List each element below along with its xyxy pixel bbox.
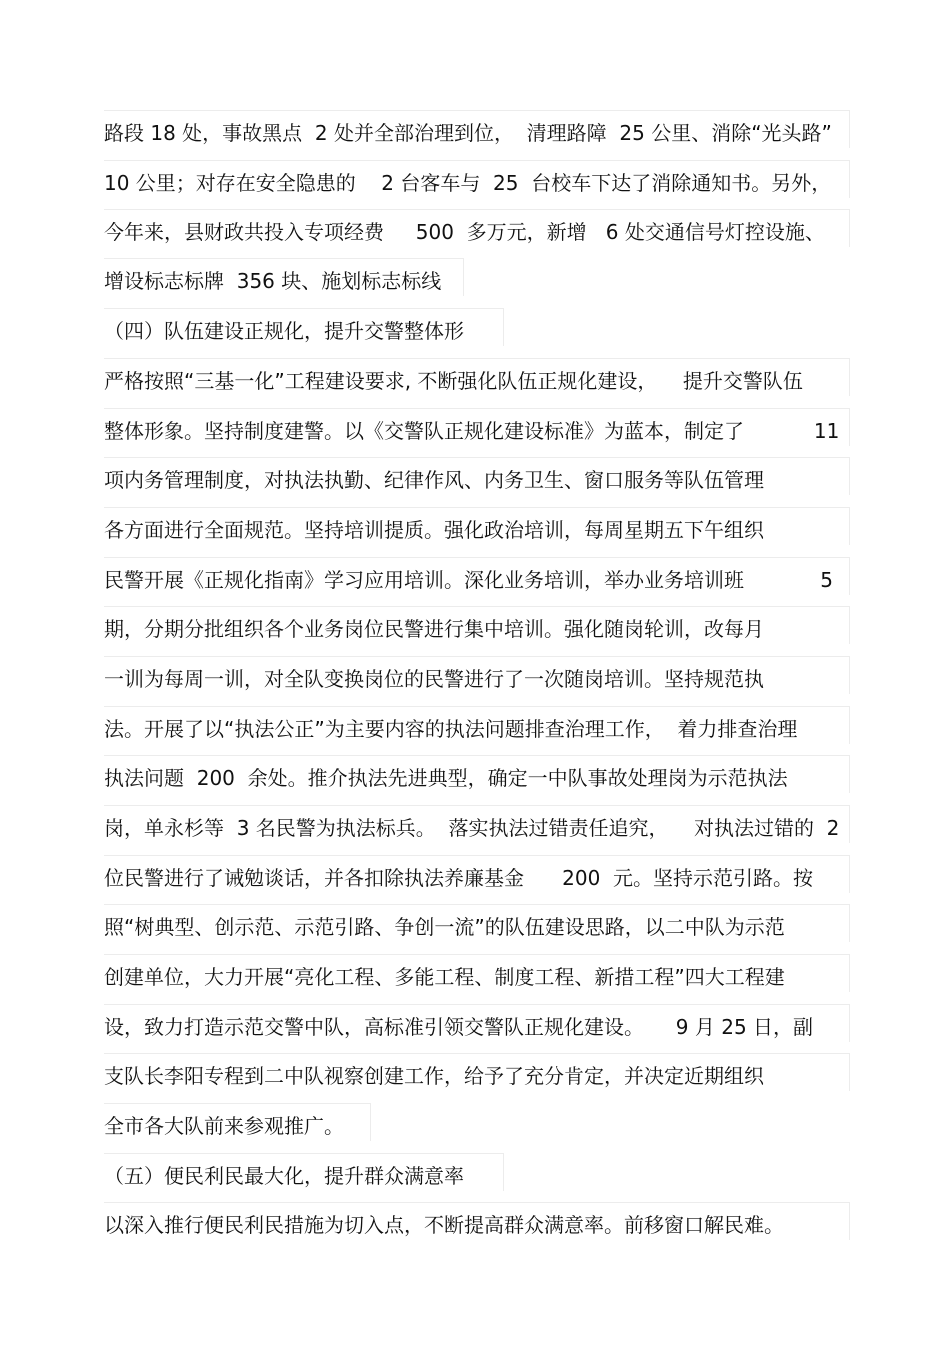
text-line: 全市各大队前来参观推广。 (104, 1103, 371, 1141)
text-line: 各方面进行全面规范。坚持培训提质。强化政治培训，每周星期五下午组织 (104, 507, 850, 545)
text-line: 以深入推行便民利民措施为切入点，不断提高群众满意率。前移窗口解民难。 (104, 1202, 850, 1240)
text-line: 法。开展了以“执法公正”为主要内容的执法问题排查治理工作， 着力排查治理 (104, 706, 850, 744)
text-line: 今年来，县财政共投入专项经费 500 多万元，新增 6 处交通信号灯控设施、 (104, 209, 850, 247)
text-line: 创建单位，大力开展“亮化工程、多能工程、制度工程、新措工程”四大工程建 (104, 954, 850, 992)
text-line: 10 公里；对存在安全隐患的 2 台客车与 25 台校车下达了消除通知书。另外， (104, 160, 850, 198)
text-line: 支队长李阳专程到二中队视察创建工作，给予了充分肯定，并决定近期组织 (104, 1053, 850, 1091)
section-heading-four: （四）队伍建设正规化，提升交警整体形 (104, 308, 504, 346)
text-line: 位民警进行了诫勉谈话，并各扣除执法养廉基金 200 元。坚持示范引路。按 (104, 855, 850, 893)
text-line: 整体形象。坚持制度建警。以《交警队正规化建设标准》为蓝本，制定了 11 (104, 408, 850, 446)
text-line: 照“树典型、创示范、示范引路、争创一流”的队伍建设思路，以二中队为示范 (104, 904, 850, 942)
text-line: 民警开展《正规化指南》学习应用培训。深化业务培训，举办业务培训班 5 (104, 557, 850, 595)
text-line: 执法问题 200 余处。推介执法先进典型，确定一中队事故处理岗为示范执法 (104, 755, 850, 793)
text-line: 增设标志标牌 356 块、施划标志标线 (104, 258, 464, 296)
text-line: 严格按照“三基一化”工程建设要求, 不断强化队伍正规化建设， 提升交警队伍 (104, 358, 850, 396)
text-line: 设，致力打造示范交警中队，高标准引领交警队正规化建设。 9 月 25 日，副 (104, 1004, 850, 1042)
text-line: 路段 18 处，事故黑点 2 处并全部治理到位， 清理路障 25 公里、消除“光头路” (104, 110, 850, 148)
text-line: 期，分期分批组织各个业务岗位民警进行集中培训。强化随岗轮训，改每月 (104, 606, 850, 644)
text-line: 项内务管理制度，对执法执勤、纪律作风、内务卫生、窗口服务等队伍管理 (104, 457, 850, 495)
section-heading-five: （五）便民利民最大化，提升群众满意率 (104, 1153, 504, 1191)
text-line: 一训为每周一训，对全队变换岗位的民警进行了一次随岗培训。坚持规范执 (104, 656, 850, 694)
text-line: 岗，单永杉等 3 名民警为执法标兵。 落实执法过错责任追究， 对执法过错的 2 (104, 805, 850, 843)
